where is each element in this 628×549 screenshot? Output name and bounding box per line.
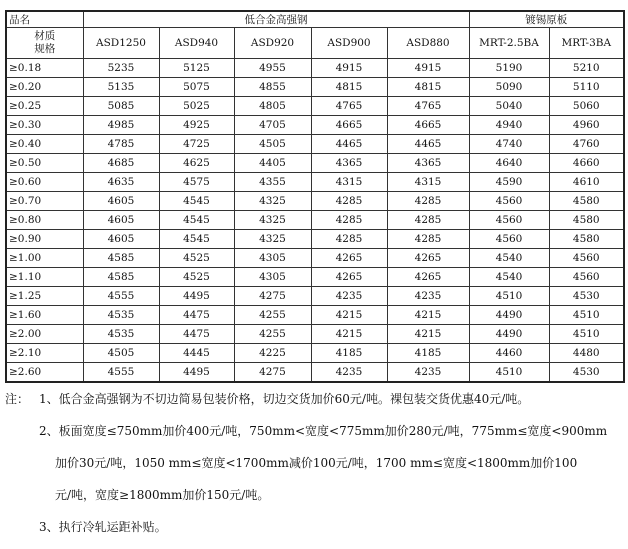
table-row xyxy=(6,59,624,78)
column-header: ASD880 xyxy=(387,28,469,59)
price-cell: 5190 xyxy=(469,59,549,78)
table-row xyxy=(6,211,624,230)
price-cell: 4785 xyxy=(83,135,159,154)
price-cell: 4215 xyxy=(387,325,469,344)
row-spec: ≥2.60 xyxy=(6,363,83,383)
price-cell: 4465 xyxy=(387,135,469,154)
price-cell: 4325 xyxy=(234,230,311,249)
column-header: ASD920 xyxy=(234,28,311,59)
row-spec: ≥0.30 xyxy=(6,116,83,135)
price-cell: 4940 xyxy=(469,116,549,135)
table-row xyxy=(6,97,624,116)
price-cell: 4305 xyxy=(234,268,311,287)
price-cell: 5210 xyxy=(549,59,624,78)
price-cell: 4265 xyxy=(311,268,387,287)
price-cell: 4235 xyxy=(387,363,469,383)
row-spec: ≥0.25 xyxy=(6,97,83,116)
price-cell: 4555 xyxy=(83,363,159,383)
price-cell: 4215 xyxy=(311,306,387,325)
table-row xyxy=(6,325,624,344)
price-cell: 4660 xyxy=(549,154,624,173)
price-cell: 5025 xyxy=(159,97,234,116)
price-cell: 4525 xyxy=(159,268,234,287)
note-3 xyxy=(5,517,623,537)
price-cell: 5075 xyxy=(159,78,234,97)
spec-label: 规格 xyxy=(34,43,56,55)
table-row xyxy=(6,249,624,268)
row-spec: ≥0.40 xyxy=(6,135,83,154)
price-cell: 4465 xyxy=(311,135,387,154)
price-cell: 4540 xyxy=(469,249,549,268)
price-cell: 4560 xyxy=(469,192,549,211)
price-cell: 4285 xyxy=(387,230,469,249)
row-spec: ≥0.90 xyxy=(6,230,83,249)
note-2-line-2: 加价30元/吨，1050 mm≤宽度<1700mm减价100元/吨，1700 mm≤宽度<1800mm加价100 xyxy=(55,456,578,470)
table-row xyxy=(6,287,624,306)
price-cell: 4510 xyxy=(549,306,624,325)
price-cell: 4265 xyxy=(387,249,469,268)
price-cell: 4215 xyxy=(311,325,387,344)
price-cell: 4275 xyxy=(234,363,311,383)
note-1-text: 1、低合金高强钢为不切边简易包装价格，切边交货加价60元/吨。裸包装交货优惠40元/吨。 xyxy=(39,392,530,406)
row-spec: ≥0.80 xyxy=(6,211,83,230)
price-cell: 5090 xyxy=(469,78,549,97)
material-label: 材质 xyxy=(34,30,56,42)
price-cell: 4815 xyxy=(311,78,387,97)
price-cell: 4305 xyxy=(234,249,311,268)
price-cell: 4510 xyxy=(469,363,549,383)
notes-label: 注： xyxy=(5,392,30,406)
price-cell: 4285 xyxy=(311,192,387,211)
group-header-tinplate: 镀锡原板 xyxy=(469,11,624,28)
row-spec: ≥2.00 xyxy=(6,325,83,344)
note-2 xyxy=(5,421,623,505)
price-cell: 4525 xyxy=(159,249,234,268)
price-cell: 5125 xyxy=(159,59,234,78)
price-cell: 4285 xyxy=(387,211,469,230)
price-cell: 5110 xyxy=(549,78,624,97)
price-cell: 4530 xyxy=(549,363,624,383)
header-row-groups xyxy=(6,11,624,28)
price-cell: 4610 xyxy=(549,173,624,192)
price-cell: 4490 xyxy=(469,306,549,325)
price-cell: 5135 xyxy=(83,78,159,97)
row-spec: ≥2.10 xyxy=(6,344,83,363)
price-cell: 4265 xyxy=(311,249,387,268)
price-cell: 4590 xyxy=(469,173,549,192)
price-cell: 4355 xyxy=(234,173,311,192)
price-cell: 4475 xyxy=(159,306,234,325)
price-cell: 4480 xyxy=(549,344,624,363)
price-cell: 4535 xyxy=(83,325,159,344)
table-row xyxy=(6,363,624,383)
price-document xyxy=(5,10,623,549)
row-spec: ≥0.18 xyxy=(6,59,83,78)
price-cell: 4510 xyxy=(549,325,624,344)
price-cell: 4265 xyxy=(387,268,469,287)
price-cell: 4635 xyxy=(83,173,159,192)
spec-label-cell xyxy=(6,28,83,59)
group-header-alloy: 低合金高强钢 xyxy=(83,11,469,28)
price-cell: 4540 xyxy=(469,268,549,287)
price-cell: 4955 xyxy=(234,59,311,78)
price-table xyxy=(5,10,625,383)
price-cell: 4580 xyxy=(549,211,624,230)
price-cell: 4275 xyxy=(234,287,311,306)
price-cell: 4445 xyxy=(159,344,234,363)
price-cell: 4760 xyxy=(549,135,624,154)
column-header: ASD940 xyxy=(159,28,234,59)
column-header: ASD1250 xyxy=(83,28,159,59)
table-row xyxy=(6,306,624,325)
price-cell: 4505 xyxy=(234,135,311,154)
price-cell: 4585 xyxy=(83,268,159,287)
table-row xyxy=(6,135,624,154)
table-row xyxy=(6,230,624,249)
table-row xyxy=(6,154,624,173)
price-cell: 4285 xyxy=(387,192,469,211)
note-3-text: 3、执行冷轧运距补贴。 xyxy=(39,520,167,534)
price-cell: 4505 xyxy=(83,344,159,363)
price-cell: 4560 xyxy=(469,211,549,230)
price-cell: 5235 xyxy=(83,59,159,78)
price-cell: 4705 xyxy=(234,116,311,135)
price-cell: 5040 xyxy=(469,97,549,116)
price-cell: 4765 xyxy=(387,97,469,116)
price-cell: 4560 xyxy=(549,268,624,287)
price-cell: 4315 xyxy=(311,173,387,192)
price-cell: 4560 xyxy=(469,230,549,249)
price-cell: 4545 xyxy=(159,192,234,211)
price-cell: 4815 xyxy=(387,78,469,97)
price-cell: 4530 xyxy=(549,287,624,306)
price-cell: 4555 xyxy=(83,287,159,306)
table-row xyxy=(6,116,624,135)
row-spec: ≥0.50 xyxy=(6,154,83,173)
price-cell: 4665 xyxy=(387,116,469,135)
price-cell: 4545 xyxy=(159,230,234,249)
header-row-columns xyxy=(6,28,624,59)
price-cell: 4725 xyxy=(159,135,234,154)
note-1 xyxy=(5,389,623,409)
price-cell: 5060 xyxy=(549,97,624,116)
price-cell: 4580 xyxy=(549,192,624,211)
price-cell: 4225 xyxy=(234,344,311,363)
price-cell: 4365 xyxy=(311,154,387,173)
price-cell: 4235 xyxy=(387,287,469,306)
price-cell: 4580 xyxy=(549,230,624,249)
row-spec: ≥1.10 xyxy=(6,268,83,287)
price-cell: 4495 xyxy=(159,287,234,306)
column-header: MRT-2.5BA xyxy=(469,28,549,59)
price-cell: 4605 xyxy=(83,192,159,211)
price-cell: 4235 xyxy=(311,363,387,383)
row-spec: ≥0.60 xyxy=(6,173,83,192)
price-cell: 4535 xyxy=(83,306,159,325)
price-cell: 4925 xyxy=(159,116,234,135)
table-row xyxy=(6,192,624,211)
price-cell: 4575 xyxy=(159,173,234,192)
price-cell: 4665 xyxy=(311,116,387,135)
price-cell: 4405 xyxy=(234,154,311,173)
row-spec: ≥1.60 xyxy=(6,306,83,325)
column-header: ASD900 xyxy=(311,28,387,59)
price-cell: 4185 xyxy=(311,344,387,363)
price-cell: 4605 xyxy=(83,211,159,230)
price-cell: 4915 xyxy=(311,59,387,78)
note-2-line-3: 元/吨，宽度≥1800mm加价150元/吨。 xyxy=(55,488,270,502)
price-cell: 4625 xyxy=(159,154,234,173)
price-cell: 4315 xyxy=(387,173,469,192)
price-cell: 4235 xyxy=(311,287,387,306)
price-cell: 4545 xyxy=(159,211,234,230)
row-spec: ≥1.25 xyxy=(6,287,83,306)
price-cell: 4255 xyxy=(234,325,311,344)
price-cell: 4640 xyxy=(469,154,549,173)
price-cell: 4325 xyxy=(234,192,311,211)
row-spec: ≥0.20 xyxy=(6,78,83,97)
column-header: MRT-3BA xyxy=(549,28,624,59)
price-cell: 4325 xyxy=(234,211,311,230)
price-cell: 4560 xyxy=(549,249,624,268)
table-row xyxy=(6,173,624,192)
price-cell: 4475 xyxy=(159,325,234,344)
table-row xyxy=(6,268,624,287)
price-cell: 4685 xyxy=(83,154,159,173)
price-cell: 4585 xyxy=(83,249,159,268)
price-cell: 4365 xyxy=(387,154,469,173)
table-row xyxy=(6,344,624,363)
price-cell: 4985 xyxy=(83,116,159,135)
price-cell: 4960 xyxy=(549,116,624,135)
price-cell: 4285 xyxy=(311,211,387,230)
row-spec: ≥0.70 xyxy=(6,192,83,211)
price-cell: 4285 xyxy=(311,230,387,249)
row-spec: ≥1.00 xyxy=(6,249,83,268)
price-cell: 5085 xyxy=(83,97,159,116)
price-cell: 4855 xyxy=(234,78,311,97)
price-cell: 4460 xyxy=(469,344,549,363)
price-cell: 4510 xyxy=(469,287,549,306)
price-cell: 4765 xyxy=(311,97,387,116)
notes-section xyxy=(5,389,623,537)
price-cell: 4255 xyxy=(234,306,311,325)
note-2-line-1: 2、板面宽度≤750mm加价400元/吨，750mm<宽度<775mm加价280元/吨，775mm≤宽度<900mm xyxy=(39,424,608,438)
price-cell: 4740 xyxy=(469,135,549,154)
price-cell: 4915 xyxy=(387,59,469,78)
price-cell: 4495 xyxy=(159,363,234,383)
table-row xyxy=(6,78,624,97)
price-cell: 4185 xyxy=(387,344,469,363)
product-name-label: 品名 xyxy=(6,11,83,28)
price-cell: 4605 xyxy=(83,230,159,249)
price-cell: 4490 xyxy=(469,325,549,344)
price-cell: 4805 xyxy=(234,97,311,116)
price-cell: 4215 xyxy=(387,306,469,325)
